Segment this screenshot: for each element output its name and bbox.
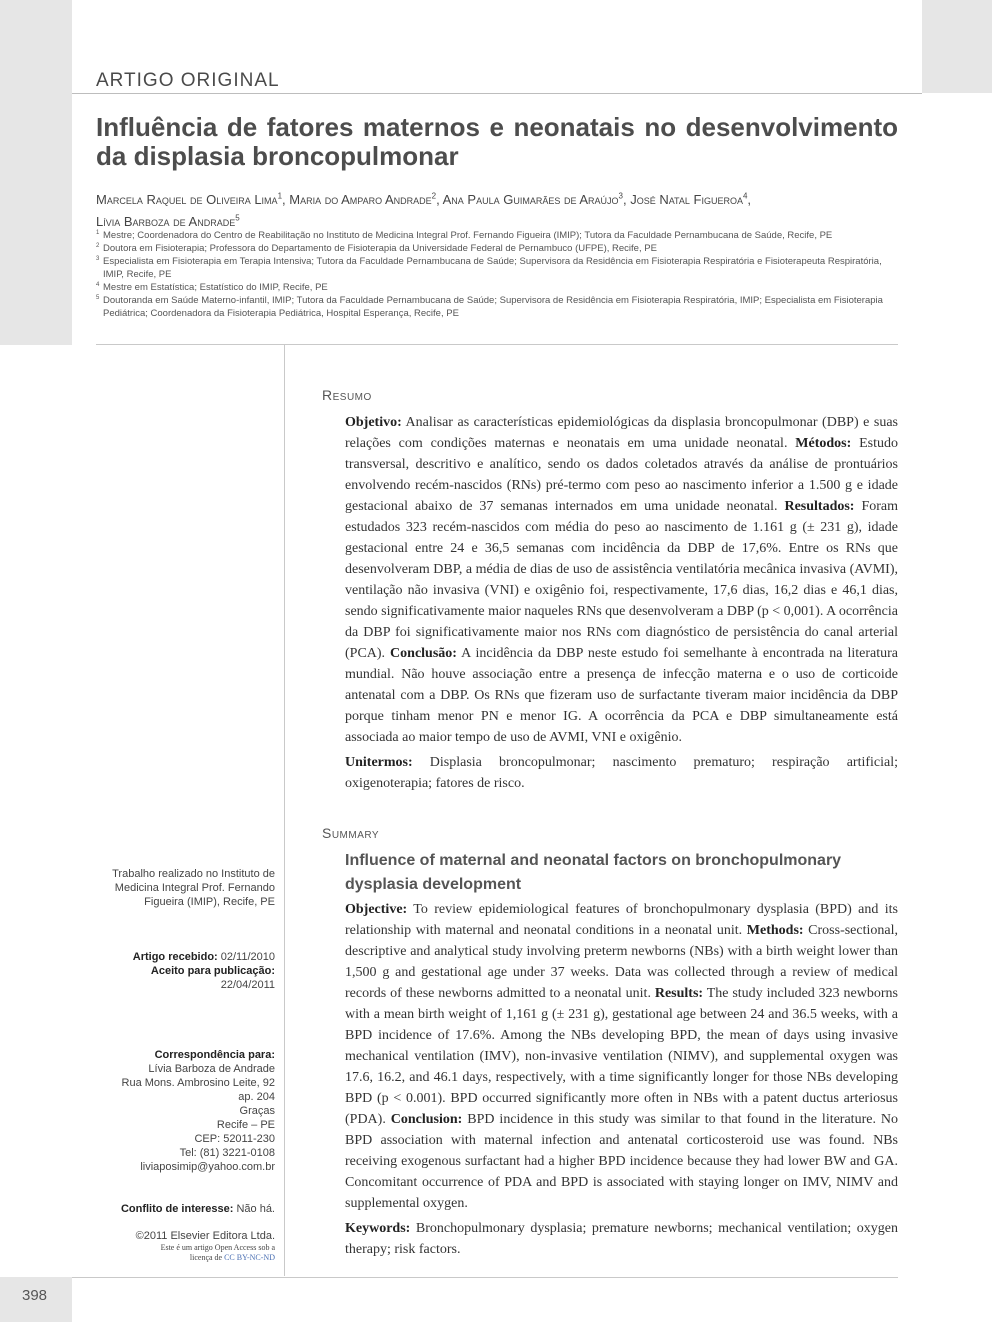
author: Maria do Amparo Andrade$^2$,: [289, 192, 443, 208]
author: José Natal Figueroa$^4$,: [630, 192, 752, 208]
section-divider: [96, 344, 898, 345]
license-link[interactable]: CC BY-NC-ND: [224, 1253, 275, 1262]
header-divider: [72, 93, 922, 94]
conflict-of-interest: Conflito de interesse: Não há.: [120, 1203, 275, 1215]
summary-body: [345, 899, 898, 1260]
affiliations: [96, 229, 898, 320]
section-label: ARTIGO ORIGINAL: [96, 70, 280, 91]
resumo-abstract: Objetivo: Analisar as características epidemiológicas da displasia broncopulmonar (DBP) e suas relações com condições maternas e neonatais em uma unidade neonatal. Métodos: Estudo transversal, descritivo e analítico, sendo os dados coletados através da análise de prontuários envolvendo recém-nascidos (RNs) pré-termo com peso ao nascimento inferior a 1.500 g e idade gestacional abaixo de 37 semanas internados em uma unidade neonatal. Resultados: Foram estudados 323 recém-nascidos com média do peso ao nascimento de 1.161 g (± 231 g), idade gestacional entre 24 e 36,5 semanas com incidência da DBP de 17,6%. Entre os RNs que desenvolveram DBP, a média de dias de uso de assistência ventilatória mecânica invasiva (AVMI), ventilação não invasiva (VNI) e oxigênio foi, respectivamente, 17,6 dias, 16,2 dias e 46,1 dias, sendo significativamente maior naqueles RNs que desenvolveram a DBP (p < 0,001). A ocorrência da DBP foi significativamente maior nos RNs com diagnóstico de persistência do canal arterial (PCA). Conclusão: A incidência da DBP neste estudo foi semelhante à encontrada na literatura mundial. Não houve associação entre a presença de infecção materna e o uso de corticoide antenatal com a DBP. Os RNs que fizeram uso de surfactante tiveram maior incidência da DBP porque tinham menor PN e menor IG. A ocorrência da PCA e DBP simultaneamente está associada ao maior tempo de uso de AVMI, VNI e oxigênio.: [345, 415, 898, 745]
affiliation: 3 Especialista em Fisioterapia em Terapia Intensiva; Tutora da Faculdade Pernambucana de Saúde; Supervisora da Residência em Fisioterapia Respiratória e Fisioterapeuta Respiratória, IMIP, Recife, PE: [96, 256, 882, 280]
correspondence-line: Graças: [239, 1105, 275, 1117]
correspondence-label: Correspondência para:: [154, 1049, 275, 1061]
resumo-heading: Resumo: [322, 387, 372, 403]
copyright-block: [96, 1229, 275, 1263]
affiliation: 5 Doutoranda em Saúde Materno-infantil, IMIP; Tutora da Faculdade Pernambucana de Saúde; Supervisora de Residência em Fisioterapia Respiratória, IMIP; Especialista em Fisioterapia Pediátrica; Coordenadora da Fisioterapia Pediátrica, Hospital Esperança, Recife, PE: [96, 295, 883, 319]
left-margin-band: [0, 0, 72, 345]
right-corner-band: [922, 0, 992, 93]
institution-note: [96, 867, 275, 909]
article-dates: [96, 950, 275, 992]
resumo-keywords: Unitermos: Displasia broncopulmonar; nascimento prematuro; respiração artificial; oxigenoterapia; fatores de risco.: [345, 755, 898, 791]
license-line: licença de CC BY-NC-ND: [189, 1253, 275, 1262]
correspondence-line: Recife – PE: [216, 1119, 275, 1131]
institution-line: Medicina Integral Prof. Fernando: [114, 882, 275, 894]
author: Marcela Raquel de Oliveira Lima$^1$,: [96, 192, 290, 208]
institution-line: Figueira (IMIP), Recife, PE: [144, 896, 275, 908]
institution-line: Trabalho realizado no Instituto de: [112, 868, 275, 880]
affiliation: 4 Mestre em Estatística; Estatístico do IMIP, Recife, PE: [96, 282, 328, 293]
affiliation: 1 Mestre; Coordenadora do Centro de Reabilitação no Instituto de Medicina Integral Prof. Fernando Figueira (IMIP); Tutora da Faculdade Pernambucana de Saúde, Recife, PE: [96, 230, 833, 241]
correspondence-line: Rua Mons. Ambrosino Leite, 92: [121, 1077, 275, 1089]
author: Ana Paula Guimarães de Araújo$^3$,: [442, 192, 631, 208]
author-list: [96, 188, 898, 231]
correspondence-line: Tel: (81) 3221-0108: [179, 1147, 275, 1159]
open-access-note: Este é um artigo Open Access sob a: [160, 1243, 275, 1252]
author: Lívia Barboza de Andrade$^5$: [96, 213, 240, 229]
email-link[interactable]: liviaposimip@yahoo.com.br: [140, 1161, 275, 1173]
summary-keywords: Keywords: Bronchopulmonary dysplasia; premature newborns; mechanical ventilation; oxygen therapy; risk factors.: [345, 1221, 898, 1257]
correspondence-line: Lívia Barboza de Andrade: [148, 1063, 275, 1075]
summary-heading: Summary: [322, 825, 380, 841]
received-date: Artigo recebido: 02/11/2010: [132, 951, 275, 963]
resumo-body: [345, 412, 898, 794]
correspondence: [96, 1048, 275, 1174]
page-number: 398: [22, 1287, 48, 1304]
accepted-date: Aceito para publicação: 22/04/2011: [150, 965, 275, 991]
correspondence-line: CEP: 52011-230: [194, 1133, 275, 1145]
summary-abstract: Objective: To review epidemiological features of bronchopulmonary dysplasia (BPD) and its relationship with maternal and neonatal conditions in a neonatal unit. Methods: Cross-sectional, descriptive and analytical study involving preterm newborns (NBs) with a birth weight lower than 1,500 g and gestational age under 37 weeks. Data was collected through a review of medical records of these newborns admitted to a neonatal unit. Results: The study included 323 newborns with a mean birth weight of 1,161 g (± 231 g), gestational age between 24 and 36.5 weeks, with a BPD incidence of 17.6%. Among the NBs developing BPD, the mean of days using invasive mechanical ventilation (IMV), non-invasive ventilation (NIMV), and supplemental oxygen was 17.6, 16.2, and 46.1 days, respectively, with a time significantly longer for those NBs developing BPD (p < 0.001). BPD occurred significantly more often in NBs with a patent ductus arteriosus (PDA). Conclusion: BPD incidence in this study was similar to that found in the literature. No BPD association with maternal infection and antenatal corticosteroid use was found. NBs receiving exogenous surfactant had a higher BPD incidence because they had lower BW and GA. Concomitant occurrence of PDA and BPD is associated with staying longer on IMV, NIMV and supplemental oxygen.: [345, 902, 898, 1211]
article-title: Influência de fatores maternos e neonatais no desenvolvimento da displasia broncopulmonar: [96, 112, 898, 171]
correspondence-line: ap. 204: [238, 1091, 275, 1103]
summary-title: Influence of maternal and neonatal factors on bronchopulmonary dysplasia development: [345, 852, 842, 893]
affiliation: 2 Doutora em Fisioterapia; Professora do Departamento de Fisioterapia da Universidade Federal de Pernambuco (UFPE), Recife, PE: [96, 243, 657, 254]
copyright-text: ©2011 Elsevier Editora Ltda.: [135, 1230, 275, 1242]
column-divider: [284, 344, 285, 1276]
footer-divider: [72, 1277, 898, 1278]
